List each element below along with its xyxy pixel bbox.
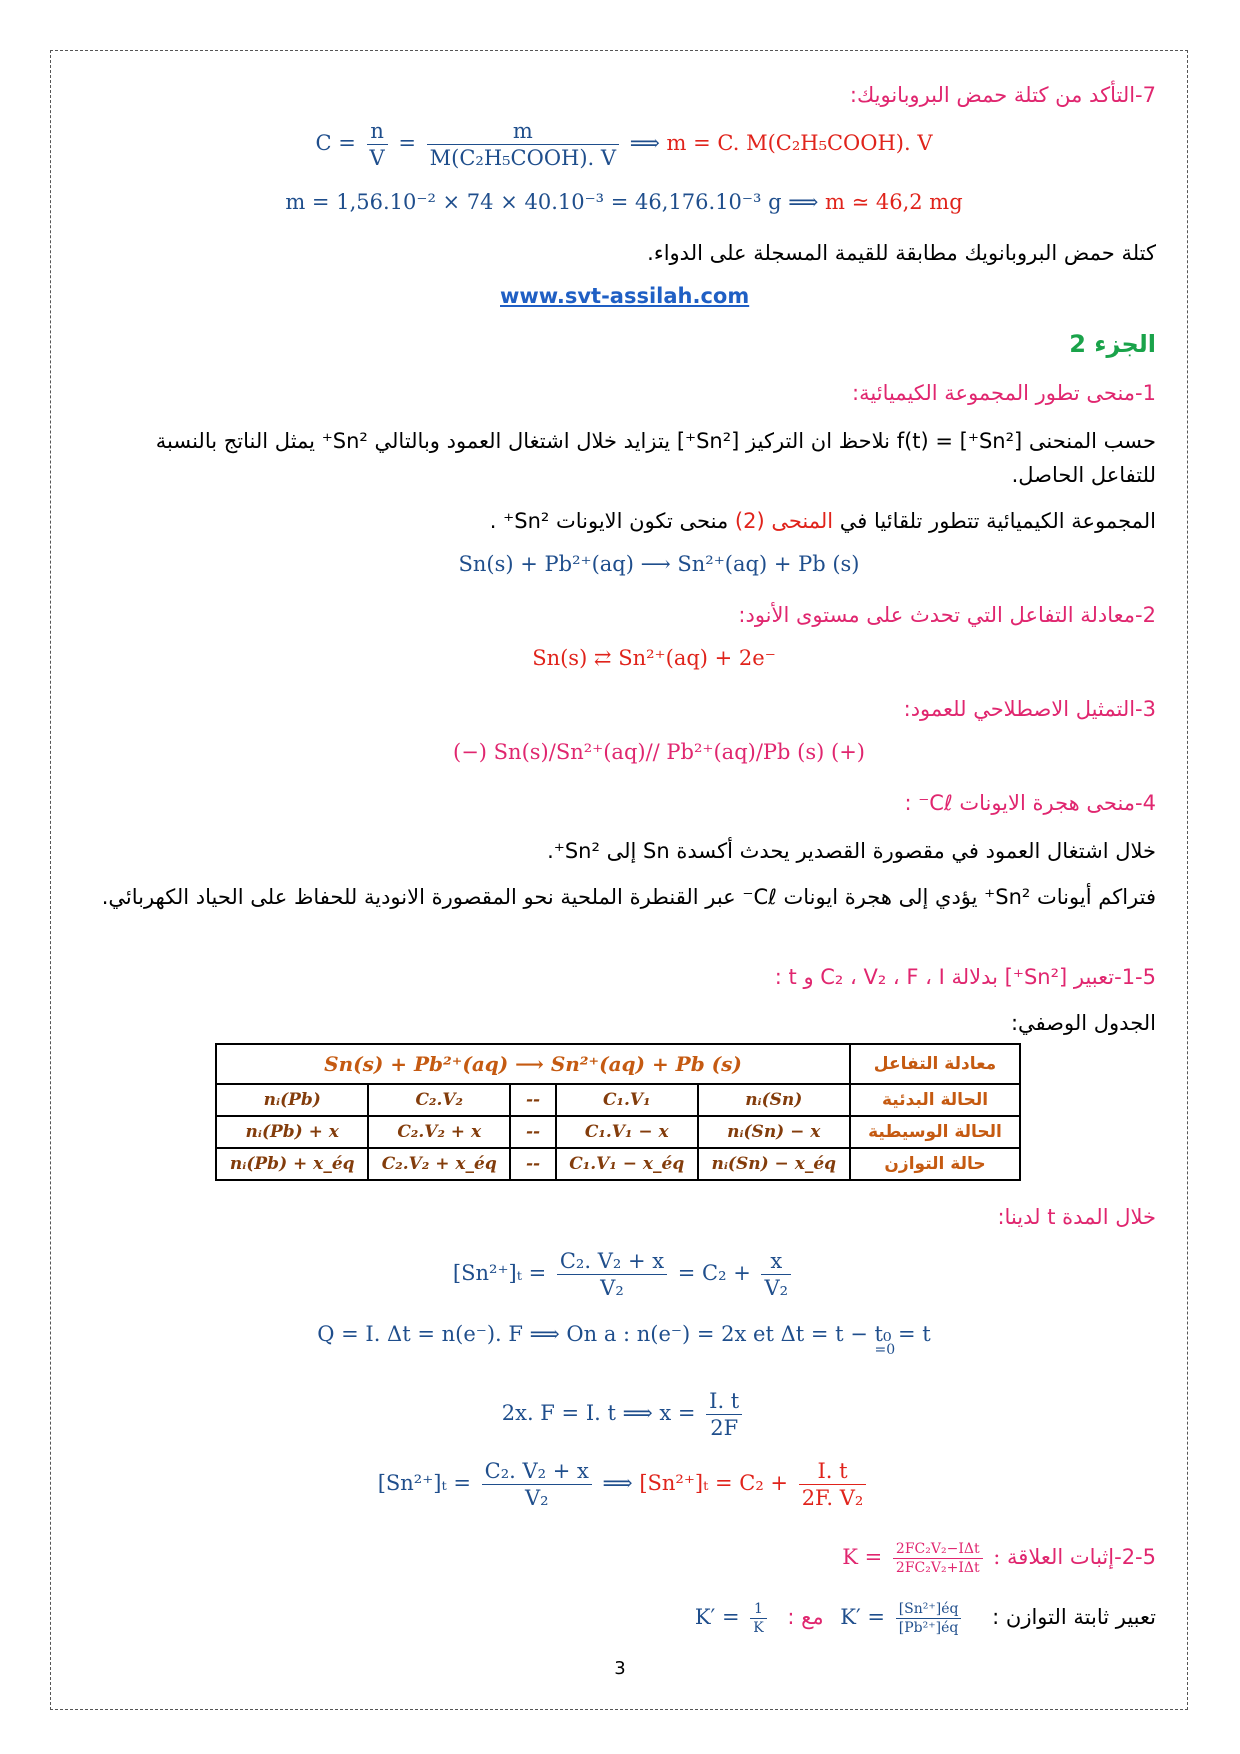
website-link[interactable]: www.svt-assilah.com [500,284,750,308]
k-prime-inverse: K′ = $\frac{1}{K}$ [695,1600,771,1637]
q1-reaction-equation: Sn(s) + Pb²⁺(aq) ⟶ Sn²⁺(aq) + Pb (s) [458,552,860,576]
mass-formula-result: m = C. M(C₂H₅COOH). V [666,131,933,155]
advancement-equation: 2x. F = I. t ⟹ x = $\frac{I. t}{2F}$ [92,1388,1156,1441]
mass-equation-2: m = 1,56.10⁻² × 74 × 40.10⁻³ = 46,176.10⁻³ g ⟹ m ≃ 46,2 mg [285,190,963,214]
mass-equation-1: C = $\frac{n}{V}$ = $\frac{m}{\text{M(C₂H₅COOH). V}}$ ⟹ m = C. M(C₂H₅COOH). V [315,119,933,170]
k-relation: K = $\frac{\text{2FC₂V₂−IΔt}}{\text{2FC₂V₂+IΔt}}$ : [842,1541,1001,1576]
q1-text-1: حسب المنحنى [Sn²⁺] = f(t) نلاحظ ان التركيز [Sn²⁺] يتزايد خلال اشتغال العمود وبالتالي Sn²⁺ يمثل الناتج بالنسبة للتفاعل الحاصل. [155,429,1156,487]
part-2-heading: الجزء 2 [1069,330,1156,358]
cell-notation: (−) Sn(s)/Sn²⁺(aq)// Pb²⁺(aq)/Pb (s) (+) [453,740,865,764]
table-title: الجدول الوصفي: [1010,1011,1156,1035]
table-row: nᵢ(Pb) C₂.V₂ -- C₁.V₁ nᵢ(Sn) الحالة البدئية [216,1084,1020,1116]
concentration-equation-1: [Sn²⁺]ₜ = $\frac{\text{C₂. V₂ + x}}{\text{V₂}}$ = C₂ + $\frac{x}{\text{V₂}}$ [92,1248,1156,1301]
during-t-label: خلال المدة t لدينا: [997,1205,1156,1229]
table-row: nᵢ(Pb) + x C₂.V₂ + x -- C₁.V₁ − x nᵢ(Sn) − x الحالة الوسيطية [216,1116,1020,1148]
mass-value-result: m ≃ 46,2 mg [825,190,963,214]
direction-2-label: المنحى (2) [734,509,834,533]
q4-title: 4-منحى هجرة الايونات Cℓ⁻ : [904,791,1156,815]
q5-2-title: 2-5-إثبات العلاقة K = $\frac{\text{2FC₂V₂−IΔt}}{\text{2FC₂V₂+IΔt}}$ : [842,1541,1156,1576]
q5-1-title: 1-5-تعبير [Sn²⁺] بدلالة C₂ ، V₂ ، F ، I و t : [774,965,1156,989]
concentration-equation-2: [Sn²⁺]ₜ = $\frac{\text{C₂. V₂ + x}}{\text{V₂}}$ ⟹ [Sn²⁺]ₜ = C₂ + $\frac{I. t}{\text{2F. V₂}}$ [92,1458,1156,1511]
q4-text-1: خلال اشتغال العمود في مقصورة القصدير يحدث أكسدة Sn إلى Sn²⁺. [547,839,1156,863]
equilibrium-constant-line: تعبير ثابتة التوازن : K′ = $\frac{\text{[Sn²⁺]éq}}{\text{[Pb²⁺]éq}}$ مع : K′ = $\frac{1}{K}$ [694,1601,1156,1636]
anode-equation: Sn(s) ⇄ Sn²⁺(aq) + 2e⁻ [532,646,776,670]
reaction-table [215,1043,1021,1181]
table-row: nᵢ(Pb) + x_éq C₂.V₂ + x_éq -- C₁.V₁ − x_éq nᵢ(Sn) − x_éq حالة التوازن [216,1148,1020,1180]
q2-title: 2-معادلة التفاعل التي تحدث على مستوى الأنود: [738,603,1156,627]
charge-equation: Q = I. Δt = n(e⁻). F ⟹ On a : n(e⁻) = 2x et Δt = t − t₀ =0 = t [317,1322,931,1358]
mass-conclusion: كتلة حمض البروبانويك مطابقة للقيمة المسجلة على الدواء. [647,241,1156,265]
q4-text-2: فتراكم أيونات Sn²⁺ يؤدي إلى هجرة ايونات Cℓ⁻ عبر القنطرة الملحية نحو المقصورة الانودية للحفاظ على الحياد الكهربائي. [101,885,1156,909]
concentration-result: [Sn²⁺]ₜ = C₂ + $\frac{I. t}{\text{2F. V₂}}$ [639,1471,870,1495]
table-equation: Sn(s) + Pb²⁺(aq) ⟶ Sn²⁺(aq) + Pb (s) [216,1044,850,1084]
table-header-row [216,1044,1020,1084]
k-prime-expression: K′ = $\frac{\text{[Sn²⁺]éq}}{\text{[Pb²⁺]éq}}$ [840,1600,965,1637]
q1-text-2: المجموعة الكيميائية تتطور تلقائيا في المنحى (2) منحى تكون الايونات Sn²⁺ . [489,509,1156,533]
section-7-title: 7-التأكد من كتلة حمض البروبانويك: [849,83,1156,107]
q3-title: 3-التمثيل الاصطلاحي للعمود: [903,697,1156,721]
page-number: 3 [614,1658,626,1679]
q1-title: 1-منحى تطور المجموعة الكيميائية: [852,381,1156,405]
table-header-label: معادلة التفاعل [850,1044,1020,1084]
